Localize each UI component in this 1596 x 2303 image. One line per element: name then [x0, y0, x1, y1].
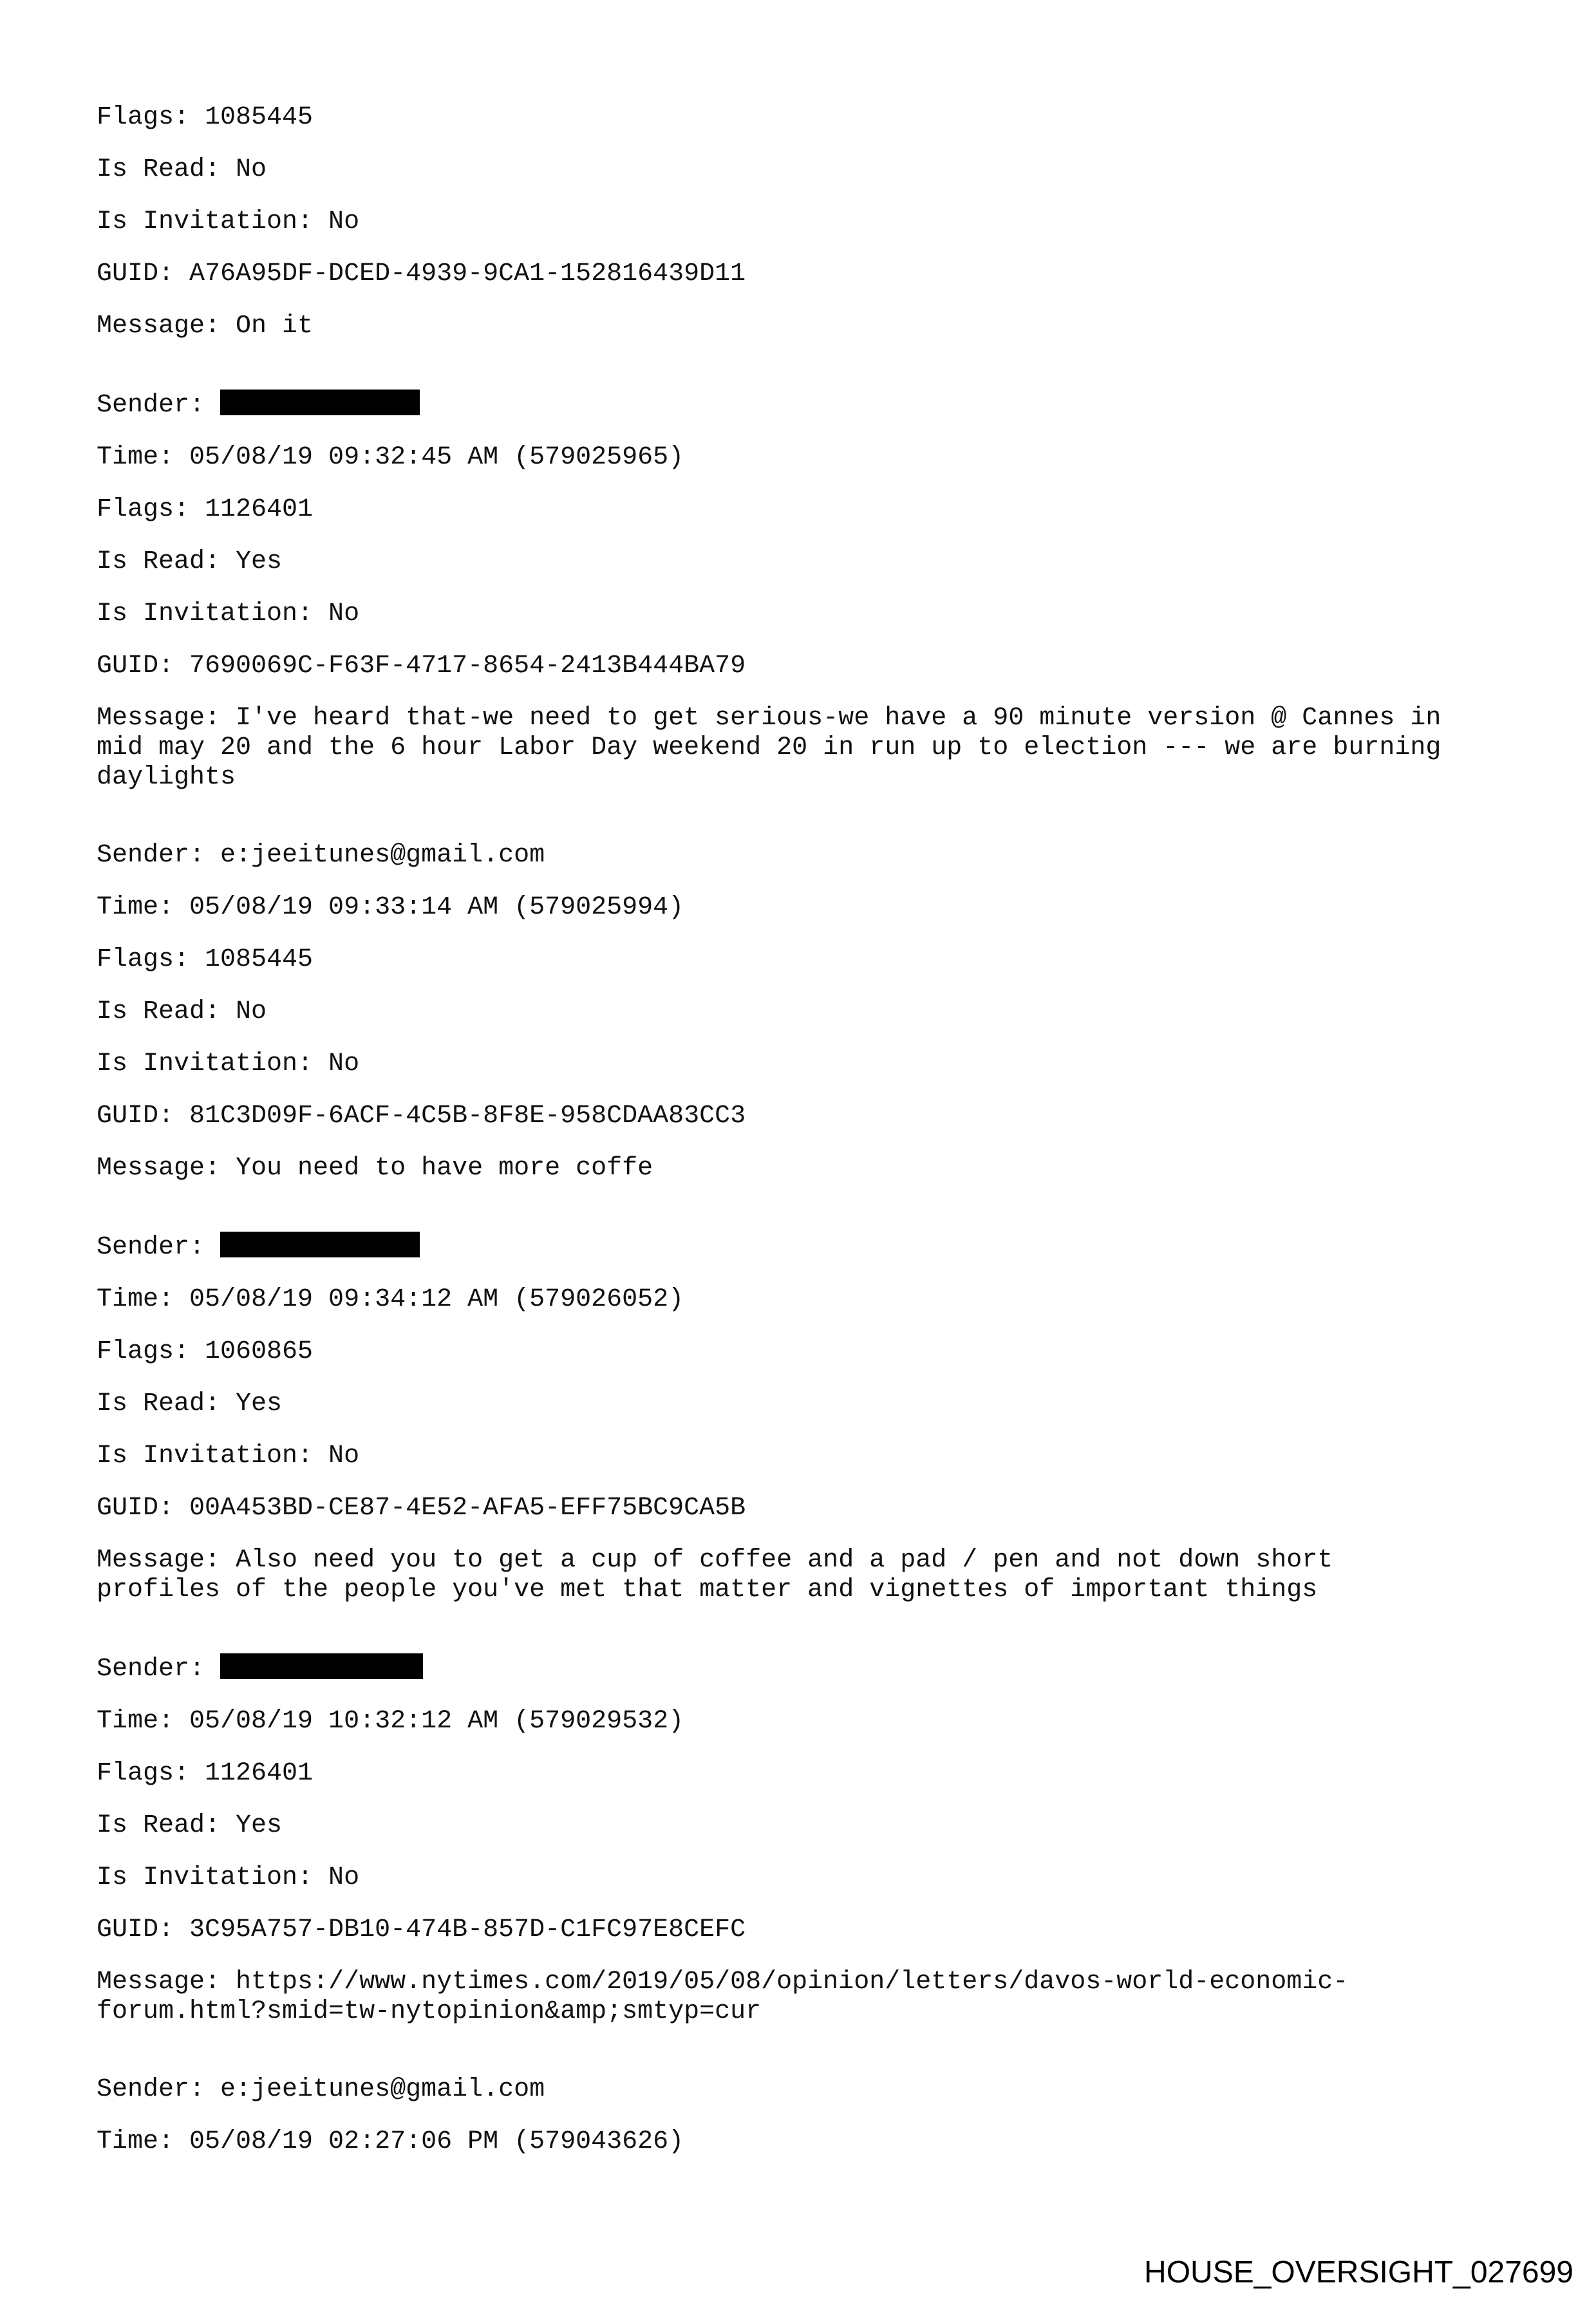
message-entry: [97, 1232, 1513, 1605]
flags-field: Flags: 1085445: [97, 103, 314, 132]
message-field: Message: https://www.nytimes.com/2019/05/08/opinion/letters/davos-world-economic- forum.html?smid=tw-nytopinion&amp;smtyp=cur: [97, 1968, 1349, 2026]
is-invitation-field: Is Invitation: No: [97, 599, 360, 628]
sender-field: Sender: e:jeeitunes@gmail.com: [97, 2075, 545, 2104]
flags-field: Flags: 1126401: [97, 1759, 314, 1788]
message-entry: [97, 2075, 1513, 2157]
is-read-field: Is Read: Yes: [97, 1389, 283, 1418]
redaction-box: [220, 1232, 420, 1257]
is-invitation-field: Is Invitation: No: [97, 1442, 360, 1471]
guid-field: GUID: 81C3D09F-6ACF-4C5B-8F8E-958CDAA83CC3: [97, 1102, 746, 1131]
redaction-box: [220, 390, 420, 415]
is-read-field: Is Read: Yes: [97, 547, 283, 576]
message-entry: [97, 390, 1513, 793]
message-entry: [97, 1653, 1513, 2027]
is-read-field: Is Read: Yes: [97, 1811, 283, 1840]
message-field: Message: I've heard that-we need to get serious-we have a 90 minute version @ Cannes in mid may 20 and the 6 hour Labor Day weekend 20 in run up to election --- we are burning daylights: [97, 704, 1441, 792]
flags-field: Flags: 1085445: [97, 945, 314, 974]
flags-field: Flags: 1060865: [97, 1337, 314, 1366]
is-read-field: Is Read: No: [97, 997, 267, 1026]
message-field: Message: On it: [97, 312, 314, 341]
is-invitation-field: Is Invitation: No: [97, 1863, 360, 1892]
redaction-box: [220, 1653, 423, 1679]
time-field: Time: 05/08/19 09:32:45 AM (579025965): [97, 443, 684, 472]
guid-field: GUID: 3C95A757-DB10-474B-857D-C1FC97E8CEFC: [97, 1915, 746, 1944]
time-field: Time: 05/08/19 10:32:12 AM (579029532): [97, 1707, 684, 1736]
time-field: Time: 05/08/19 09:33:14 AM (579025994): [97, 893, 684, 922]
sender-label: Sender:: [97, 1655, 221, 1684]
sender-label: Sender:: [97, 391, 221, 420]
sender-field: [97, 390, 1513, 420]
message-field: Message: Also need you to get a cup of coffee and a pad / pen and not down short profiles of the people you've met that matter and vignettes of important things: [97, 1546, 1333, 1604]
sender-field: Sender: e:jeeitunes@gmail.com: [97, 841, 545, 870]
is-invitation-field: Is Invitation: No: [97, 207, 360, 236]
message-entry: [97, 103, 1513, 341]
is-invitation-field: Is Invitation: No: [97, 1049, 360, 1078]
time-field: Time: 05/08/19 02:27:06 PM (579043626): [97, 2127, 684, 2156]
sender-field: [97, 1653, 1513, 1684]
message-field: Message: You need to have more coffe: [97, 1154, 653, 1183]
bates-number: HOUSE_OVERSIGHT_027699: [1144, 2255, 1573, 2289]
sender-field: [97, 1232, 1513, 1263]
flags-field: Flags: 1126401: [97, 495, 314, 524]
guid-field: GUID: 00A453BD-CE87-4E52-AFA5-EFF75BC9CA5B: [97, 1494, 746, 1523]
guid-field: GUID: 7690069C-F63F-4717-8654-2413B444BA79: [97, 652, 746, 681]
message-log: [97, 103, 1513, 2179]
time-field: Time: 05/08/19 09:34:12 AM (579026052): [97, 1285, 684, 1314]
sender-label: Sender:: [97, 1233, 221, 1262]
guid-field: GUID: A76A95DF-DCED-4939-9CA1-152816439D11: [97, 259, 746, 288]
message-entry: [97, 841, 1513, 1183]
is-read-field: Is Read: No: [97, 155, 267, 184]
